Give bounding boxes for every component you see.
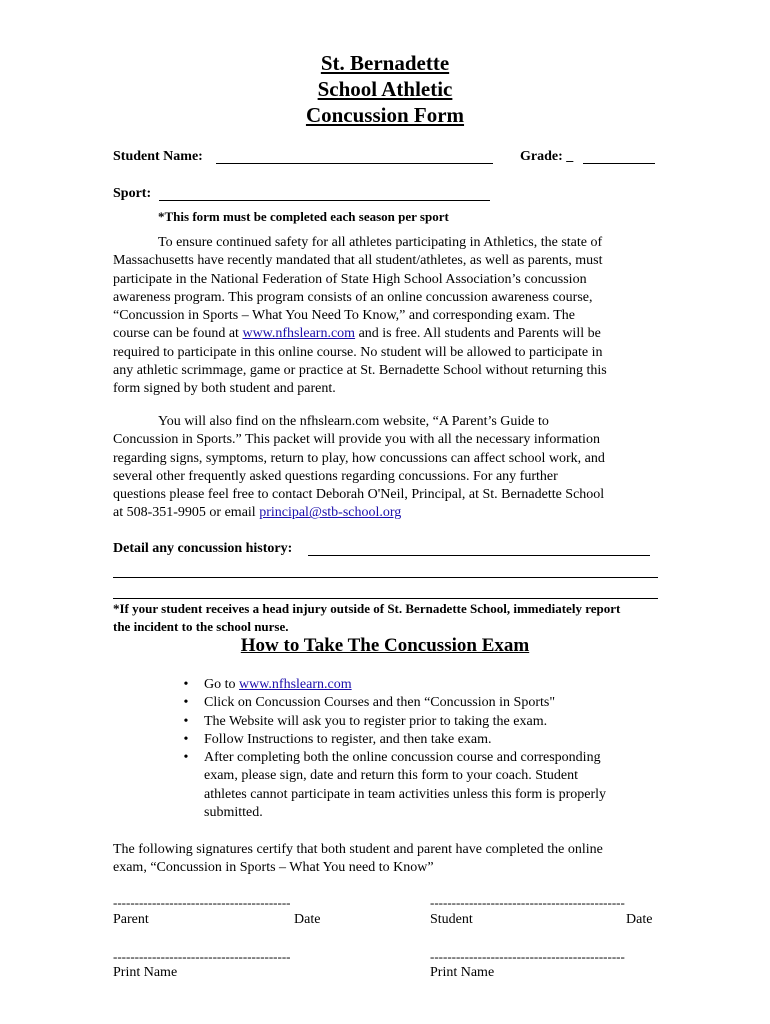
paragraph-line: form signed by both student and parent. [113, 381, 336, 397]
text-fragment: Go to [204, 677, 239, 692]
text-fragment: and is free. All students and Parents will be [355, 326, 601, 342]
parent-print-name-label: Print Name [113, 965, 178, 980]
list-item [180, 676, 660, 694]
bullet-icon: • [183, 695, 189, 711]
text-fragment: course can be found at [113, 326, 243, 342]
paragraph-line: Massachusetts have recently mandated that all student/athletes, as well as parents, must [113, 253, 603, 269]
paragraph-line: questions please feel free to contact Deborah O'Neil, Principal, at St. Bernadette School [113, 487, 605, 503]
list-item [180, 731, 660, 749]
nfhslearn-link[interactable]: www.nfhslearn.com [242, 326, 356, 342]
paragraph-line: regarding signs, symptoms, return to play, how concussions can affect school work, and [113, 450, 605, 466]
paragraph-line: several other frequently asked questions regarding concussions. For any further [113, 468, 558, 484]
concussion-history-field-line-3[interactable] [113, 598, 658, 599]
form-title-line-2: School Athletic [317, 77, 453, 101]
paragraph-line: required to participate in this online course. No student will be allowed to participate in [113, 344, 603, 360]
step-text: After completing both the online concussion course and corresponding [204, 750, 601, 766]
certify-paragraph [113, 841, 653, 878]
nfhslearn-step-link[interactable]: www.nfhslearn.com [239, 677, 352, 692]
student-name-field[interactable] [216, 163, 493, 164]
step-text: exam, please sign, date and return this form to your coach. Student [204, 768, 579, 784]
bullet-icon: • [183, 677, 189, 692]
parent-label: Parent [113, 912, 149, 927]
head-injury-note [113, 600, 620, 636]
grade-field[interactable] [583, 163, 655, 164]
list-item [180, 694, 660, 712]
student-name-label: Student Name: [113, 149, 203, 164]
concussion-history-field[interactable] [308, 555, 650, 556]
exam-instructions-heading: How to Take The Concussion Exam [240, 635, 530, 656]
student-print-name-label: Print Name [430, 965, 495, 980]
step-text: Follow Instructions to register, and then take exam. [204, 731, 492, 747]
paragraph-line: awareness program. This program consists of an online concussion awareness course, [113, 289, 593, 305]
exam-steps-list [180, 676, 660, 822]
intro-paragraph [113, 234, 653, 399]
step-text: Click on Concussion Courses and then “Concussion in Sports" [204, 695, 556, 711]
form-title-line-1: St. Bernadette [320, 51, 450, 75]
form-title-line-3: Concussion Form [305, 103, 465, 127]
parent-date-label: Date [294, 912, 321, 927]
bullet-icon: • [183, 713, 189, 729]
note-line: *If your student receives a head injury outside of St. Bernadette School, immediately report [113, 601, 621, 616]
paragraph-line: any athletic scrimmage, game or practice at St. Bernadette School without returning this [113, 363, 607, 379]
step-text: athletes cannot participate in team activities unless this form is properly [204, 786, 606, 802]
bullet-icon: • [183, 731, 189, 747]
step-text: The Website will ask you to register prior to taking the exam. [204, 713, 548, 729]
note-line: the incident to the school nurse. [113, 619, 289, 634]
paragraph-line: participate in the National Federation of State High School Association’s concussion [113, 271, 587, 287]
step-text [204, 676, 660, 694]
sport-field[interactable] [159, 200, 490, 201]
text-fragment: at 508-351-9905 or email [113, 505, 260, 521]
list-item [180, 749, 660, 822]
parent-print-name-line[interactable]: ----------------------------------------- [113, 950, 291, 964]
student-signature-line[interactable]: --------------------------------------------- [430, 896, 625, 910]
paragraph-line: exam, “Concussion in Sports – What You need to Know” [113, 860, 434, 876]
parent-signature-line[interactable]: ----------------------------------------- [113, 896, 291, 910]
list-item [180, 713, 660, 731]
concussion-history-field-line-2[interactable] [113, 577, 658, 578]
paragraph-line: You will also find on the nfhslearn.com website, “A Parent’s Guide to [158, 414, 549, 429]
paragraph-line: “Concussion in Sports – What You Need To Know,” and corresponding exam. The [113, 308, 575, 324]
principal-email-link[interactable]: principal@stb-school.org [259, 505, 402, 521]
paragraph-line [113, 504, 653, 522]
step-text: submitted. [204, 805, 263, 821]
bullet-icon: • [183, 750, 189, 766]
student-date-label: Date [626, 912, 653, 927]
paragraph-line [113, 325, 653, 343]
paragraph-line: The following signatures certify that both student and parent have completed the online [113, 842, 603, 857]
paragraph-line: Concussion in Sports.” This packet will provide you with all the necessary information [113, 432, 600, 448]
student-label: Student [430, 912, 473, 927]
sport-label: Sport: [113, 186, 152, 201]
student-print-name-line[interactable]: --------------------------------------------- [430, 950, 625, 964]
parent-guide-paragraph [113, 413, 653, 523]
grade-label: Grade: _ [520, 149, 574, 164]
concussion-history-label: Detail any concussion history: [113, 541, 293, 556]
paragraph-line: To ensure continued safety for all athletes participating in Athletics, the state of [158, 235, 603, 250]
season-note: *This form must be completed each season per sport [158, 209, 449, 224]
